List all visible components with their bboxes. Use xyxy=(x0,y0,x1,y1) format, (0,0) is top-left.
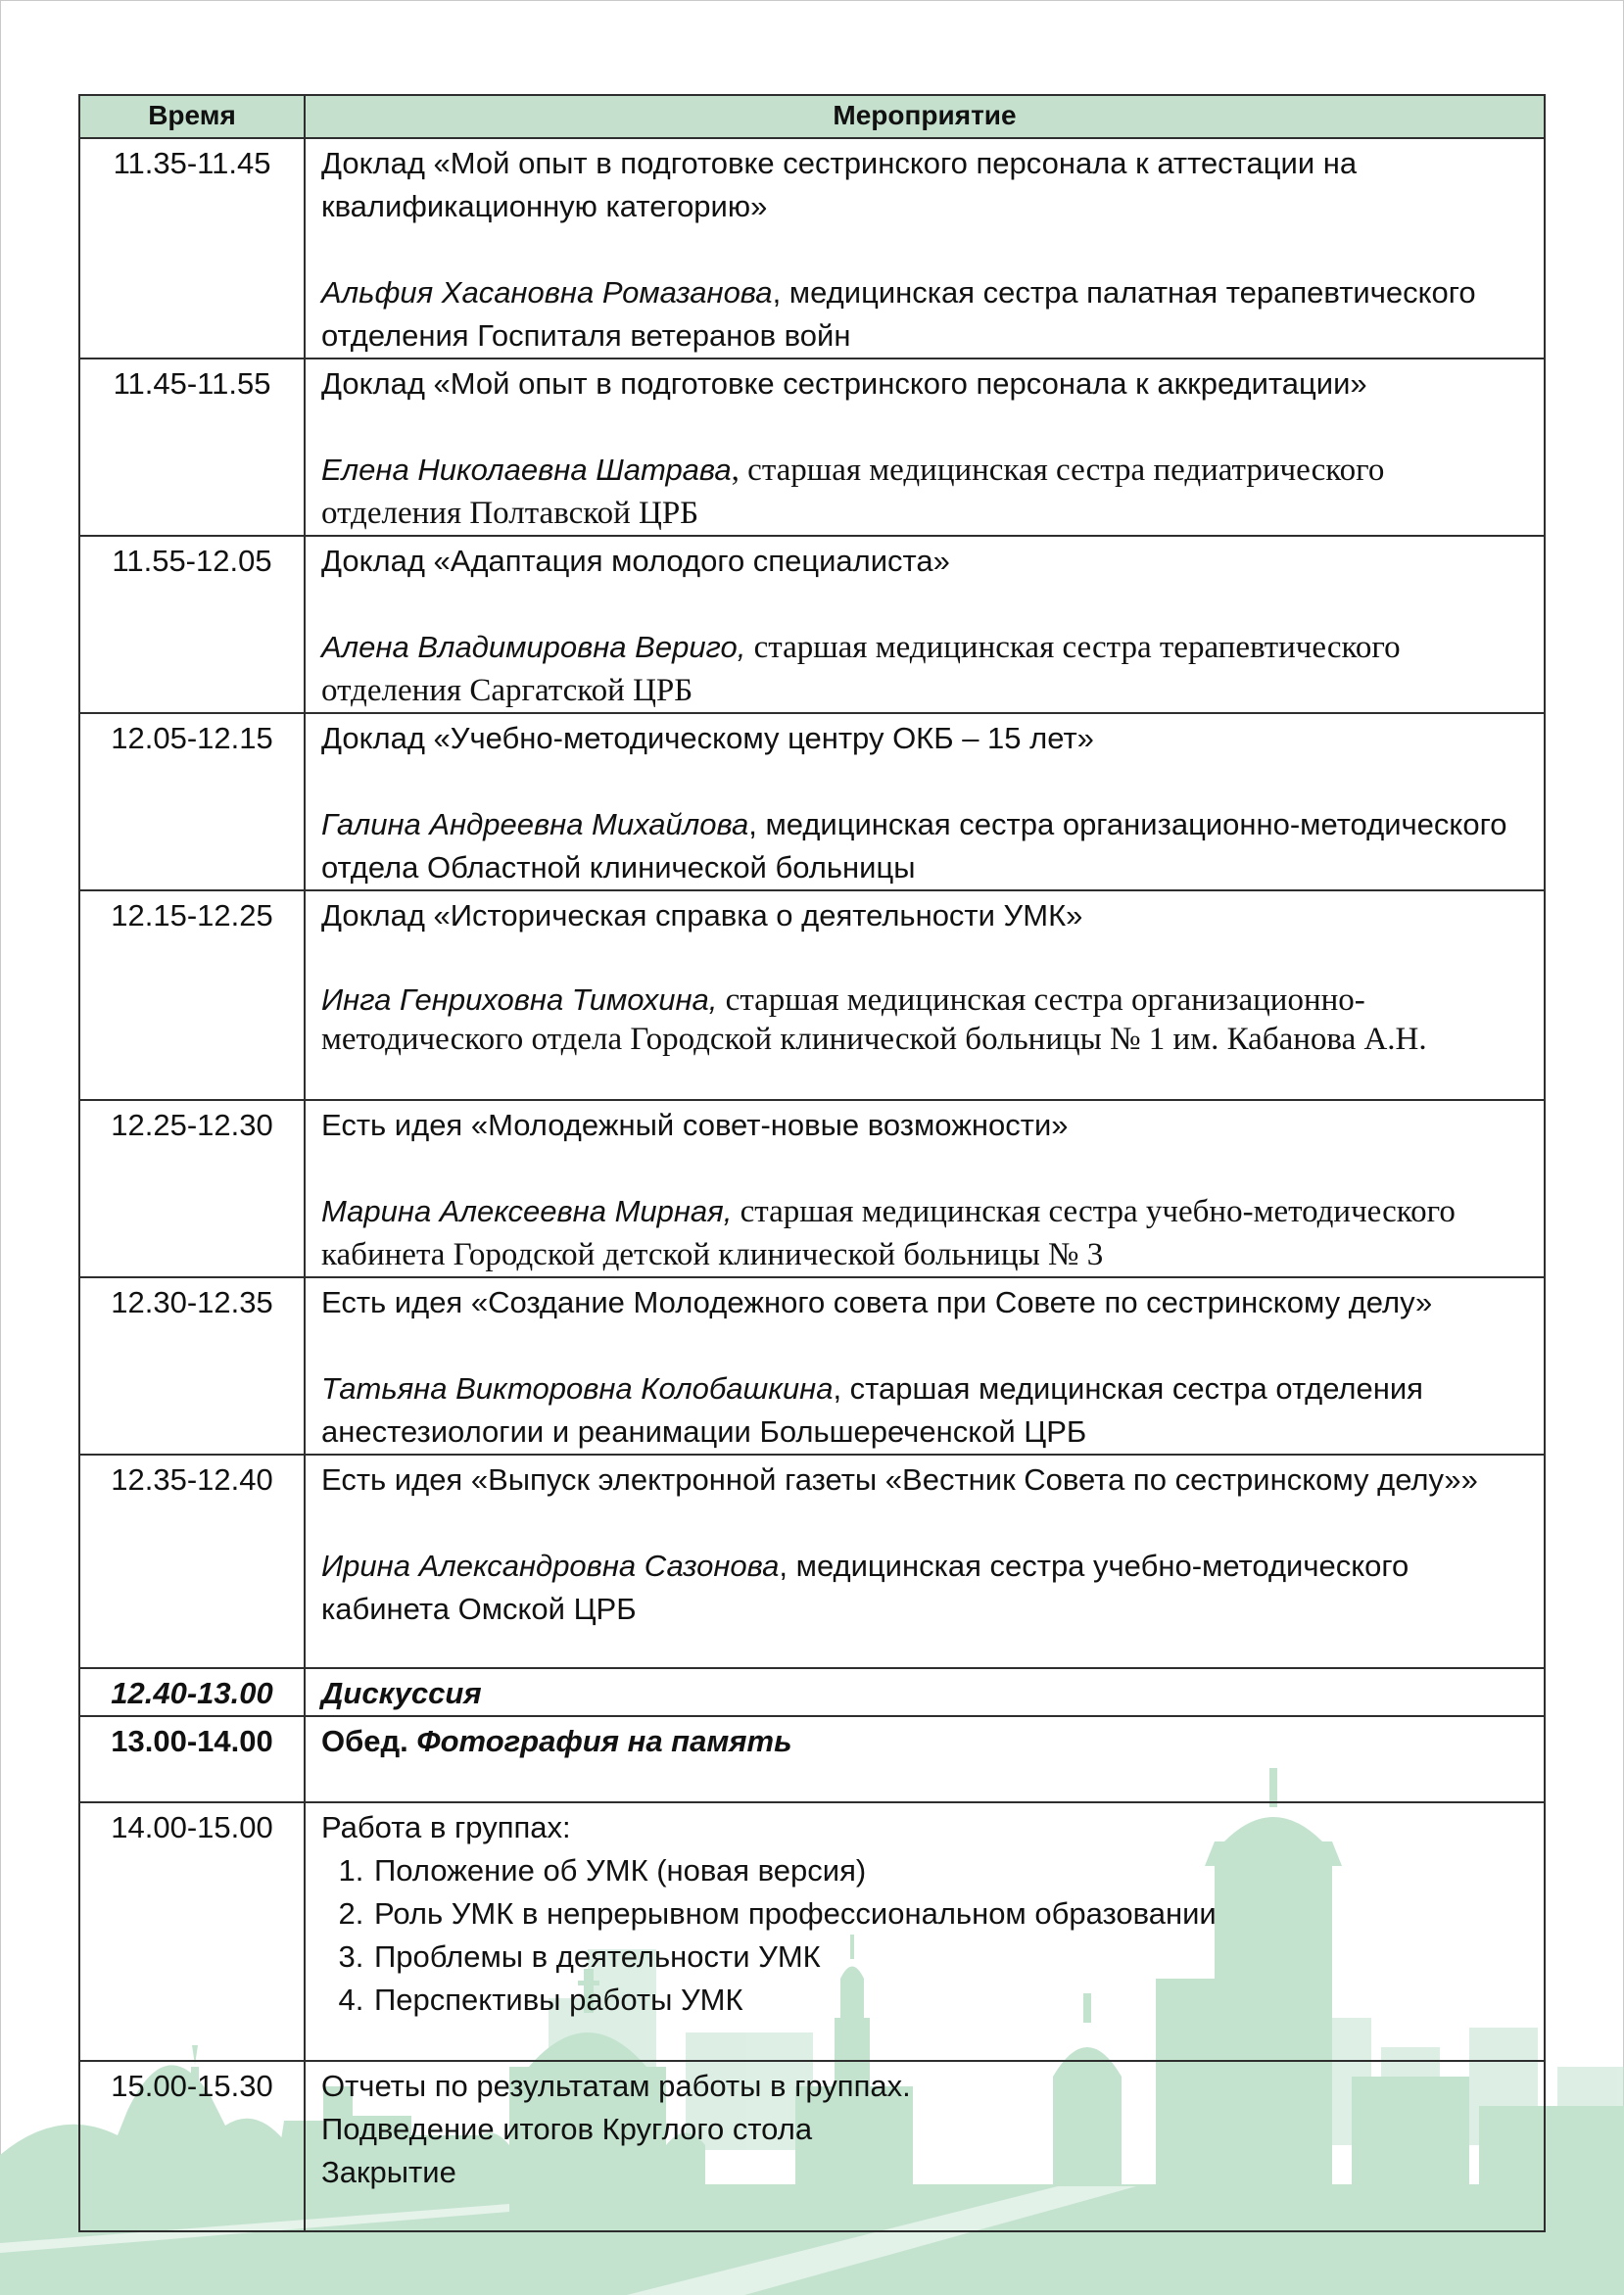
speaker-role: , медицинская сестра палатная терапевтического отделения Госпиталя ветеранов войн xyxy=(321,275,1476,353)
speaker-line xyxy=(321,803,1528,889)
closing-line: Подведение итогов Круглого стола xyxy=(321,2112,813,2146)
speaker-name: Альфия Хасановна Ромазанова xyxy=(321,275,773,310)
table-row xyxy=(79,536,1545,713)
row-event xyxy=(305,713,1545,890)
table-row xyxy=(79,1277,1545,1455)
row-event xyxy=(305,359,1545,536)
table-row-closing xyxy=(79,2061,1545,2231)
table-row xyxy=(79,138,1545,359)
list-item: 3. Проблемы в деятельности УМК xyxy=(372,1936,1528,1979)
schedule-table xyxy=(78,94,1546,2232)
row-event xyxy=(305,536,1545,713)
speaker-line xyxy=(321,1190,1528,1276)
row-time: 15.00-15.30 xyxy=(79,2061,305,2231)
list-item: 1. Положение об УМК (новая версия) xyxy=(372,1849,1528,1892)
talk-title: Доклад «Мой опыт в подготовке сестринского персонала к аттестации на квалификационную категорию» xyxy=(321,146,1358,223)
table-row xyxy=(79,1100,1545,1277)
row-event xyxy=(305,1277,1545,1455)
row-time: 13.00-14.00 xyxy=(79,1716,305,1802)
talk-title: Есть идея «Выпуск электронной газеты «Вестник Совета по сестринскому делу»» xyxy=(321,1462,1478,1497)
groups-list xyxy=(321,1849,1528,2022)
speaker-name: Галина Андреевна Михайлова xyxy=(321,807,749,841)
row-time: 12.05-12.15 xyxy=(79,713,305,890)
talk-title: Есть идея «Создание Молодежного совета при Совете по сестринскому делу» xyxy=(321,1285,1433,1319)
table-header-row xyxy=(79,95,1545,138)
row-event xyxy=(305,2061,1545,2231)
talk-title: Доклад «Адаптация молодого специалиста» xyxy=(321,544,950,578)
row-time: 12.30-12.35 xyxy=(79,1277,305,1455)
row-event xyxy=(305,1716,1545,1802)
speaker-line xyxy=(321,1367,1528,1454)
speaker-role: старшая медицинская сестра учебно-методического кабинета Городской детской клинической больницы № 3 xyxy=(321,1194,1456,1272)
table-row-groups xyxy=(79,1802,1545,2061)
talk-title: Доклад «Учебно-методическому центру ОКБ – 15 лет» xyxy=(321,721,1094,755)
talk-title: Есть идея «Молодежный совет-новые возможности» xyxy=(321,1108,1069,1142)
row-time: 12.15-12.25 xyxy=(79,890,305,1100)
row-event xyxy=(305,1100,1545,1277)
row-event xyxy=(305,1455,1545,1668)
speaker-role: , старшая медицинская сестра педиатрического отделения Полтавской ЦРБ xyxy=(321,453,1385,531)
speaker-line xyxy=(321,626,1528,712)
table-row xyxy=(79,359,1545,536)
table-row xyxy=(79,890,1545,1100)
closing-line: Отчеты по результатам работы в группах. xyxy=(321,2069,911,2103)
speaker-line xyxy=(321,1545,1528,1631)
row-time: 12.40-13.00 xyxy=(79,1668,305,1716)
list-item: 2. Роль УМК в непрерывном профессиональном образовании xyxy=(372,1892,1528,1936)
header-event: Мероприятие xyxy=(305,95,1545,138)
speaker-role: старшая медицинская сестра организационно-методического отдела Городской клинической больницы № 1 им. Кабанова А.Н. xyxy=(321,982,1427,1057)
row-time: 11.35-11.45 xyxy=(79,138,305,359)
row-time: 14.00-15.00 xyxy=(79,1802,305,2061)
speaker-name: Елена Николаевна Шатрава xyxy=(321,453,732,487)
speaker-line xyxy=(321,980,1528,1059)
speaker-name: Алена Владимировна Вериго, xyxy=(321,630,746,664)
row-event xyxy=(305,890,1545,1100)
table-row-lunch xyxy=(79,1716,1545,1802)
groups-title: Работа в группах: xyxy=(321,1810,571,1844)
discussion-title: Дискуссия xyxy=(305,1668,1545,1716)
talk-title: Доклад «Мой опыт в подготовке сестринского персонала к аккредитации» xyxy=(321,366,1367,401)
row-event xyxy=(305,1802,1545,2061)
speaker-line xyxy=(321,271,1528,358)
talk-title: Доклад «Историческая справка о деятельности УМК» xyxy=(321,898,1083,932)
speaker-name: Татьяна Викторовна Колобашкина xyxy=(321,1371,834,1406)
row-time: 12.25-12.30 xyxy=(79,1100,305,1277)
table-row-discussion xyxy=(79,1668,1545,1716)
lunch-title: Обед. xyxy=(321,1724,408,1758)
row-event xyxy=(305,138,1545,359)
row-time: 11.45-11.55 xyxy=(79,359,305,536)
row-time: 12.35-12.40 xyxy=(79,1455,305,1668)
speaker-line xyxy=(321,449,1528,535)
list-item: 4. Перспективы работы УМК xyxy=(372,1979,1528,2022)
speaker-role: старшая медицинская сестра терапевтического отделения Саргатской ЦРБ xyxy=(321,630,1401,708)
row-time: 11.55-12.05 xyxy=(79,536,305,713)
closing-line: Закрытие xyxy=(321,2155,456,2189)
speaker-name: Ирина Александровна Сазонова xyxy=(321,1549,780,1583)
speaker-name: Марина Алексеевна Мирная, xyxy=(321,1194,733,1228)
photo-title: Фотография на память xyxy=(407,1724,792,1758)
speaker-role: , медицинская сестра организационно-методического отдела Областной клинической больницы xyxy=(321,807,1507,885)
table-row xyxy=(79,713,1545,890)
speaker-role: , медицинская сестра учебно-методического кабинета Омской ЦРБ xyxy=(321,1549,1409,1626)
speaker-role: , старшая медицинская сестра отделения анестезиологии и реанимации Большереченской ЦРБ xyxy=(321,1371,1423,1449)
table-row xyxy=(79,1455,1545,1668)
speaker-name: Инга Генриховна Тимохина, xyxy=(321,982,718,1017)
header-time: Время xyxy=(79,95,305,138)
